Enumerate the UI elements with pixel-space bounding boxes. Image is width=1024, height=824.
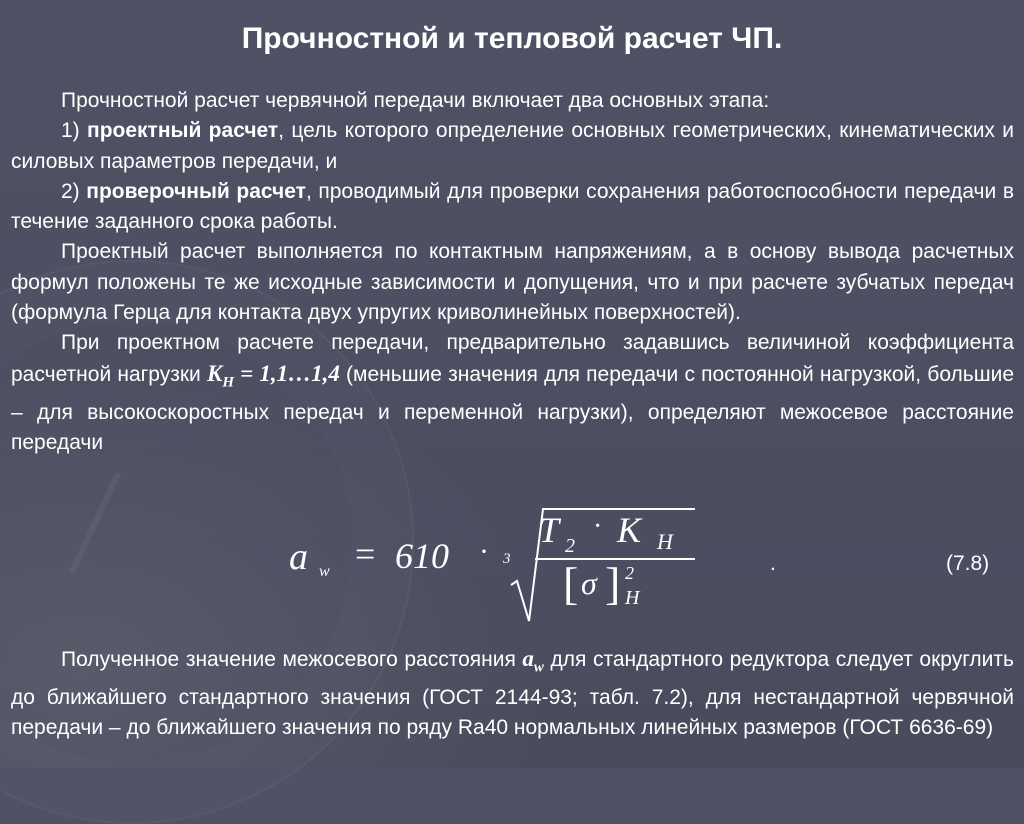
paragraph-3: Проектный расчет выполняется по контактным напряжениям, а в основу вывода расчетных формул положены те же исходные зависимости и допущения, что и при расчете зубчатых передач (формула Герца для контакта двух упругих криволинейных поверхностей). bbox=[11, 240, 1014, 325]
item-1-term: проектный расчет bbox=[87, 119, 279, 143]
paragraph-5 bbox=[11, 644, 1014, 743]
formula-numerator-t: T bbox=[539, 510, 560, 550]
intro-paragraph: Прочностной расчет червячной передачи включает два основных этапа: bbox=[61, 89, 770, 112]
item-1-number: 1) bbox=[61, 119, 80, 143]
paragraph-4-start: При проектном расчете передачи, предварительно задавшись величиной коэффициента расчетной нагрузки bbox=[11, 331, 1014, 386]
formula-denominator-subscript: H bbox=[625, 587, 640, 609]
item-1-paragraph bbox=[11, 116, 1014, 177]
slide-body bbox=[11, 86, 1014, 458]
formula-root-index: 3 bbox=[503, 551, 511, 567]
formula-numerator-k: K bbox=[617, 510, 642, 550]
formula-trailing-period: . bbox=[770, 552, 776, 575]
formula-numerator-k-subscript: H bbox=[657, 529, 673, 554]
formula-7-8 bbox=[285, 505, 705, 625]
formula-lhs: a bbox=[289, 536, 308, 578]
item-2-paragraph bbox=[11, 177, 1014, 238]
k-subscript: H bbox=[222, 374, 235, 391]
formula-right-bracket: ] bbox=[605, 558, 621, 609]
item-2-number: 2) bbox=[61, 179, 80, 203]
formula-denominator-exponent: 2 bbox=[625, 563, 634, 583]
aw-letter: a bbox=[522, 646, 534, 671]
k-value-range: = 1,1…1,4 bbox=[234, 360, 340, 386]
item-1-text: , цель которого определение основных геометрических, кинематических и силовых параметров передачи, и bbox=[11, 119, 1014, 173]
formula-multiply: · bbox=[479, 535, 489, 568]
item-2-term: проверочный расчет bbox=[86, 179, 306, 203]
formula-sigma: σ bbox=[581, 565, 597, 601]
equation-number: (7.8) bbox=[946, 552, 990, 575]
paragraph-4 bbox=[11, 328, 1014, 458]
formula-lhs-subscript: w bbox=[319, 563, 330, 580]
k-symbol: K bbox=[207, 360, 223, 386]
aw-symbol bbox=[522, 646, 544, 676]
formula-left-bracket: [ bbox=[563, 558, 579, 609]
paragraph-4-end: (меньшие значения для передачи с постоянной нагрузкой, большие – для высокоскоростных передач и переменной нагрузки), определяют межосевое расстояние передачи bbox=[11, 362, 1014, 454]
formula-coefficient: 610 bbox=[395, 536, 449, 576]
formula-numerator-multiply: · bbox=[593, 511, 603, 542]
formula-numerator-t-subscript: 2 bbox=[565, 535, 575, 557]
item-2-text: , проводимый для проверки сохранения работоспособности передачи в течение заданного срока работы. bbox=[11, 179, 1014, 234]
radical-sign-icon bbox=[285, 505, 705, 625]
aw-subscript: w bbox=[533, 659, 544, 676]
paragraph-5-start: Полученное значение межосевого расстояния bbox=[61, 648, 516, 671]
conclusion-block bbox=[11, 644, 1014, 743]
load-coefficient-expression bbox=[207, 360, 340, 391]
formula-equals: = bbox=[355, 534, 376, 574]
paragraph-5-end: для стандартного редуктора следует округлить до ближайшего стандартного значения (ГОСТ 2144-93; табл. 7.2), для нестандартной червячной передачи – до ближайшего значения по ряду Ra40 нормальных линейных размеров (ГОСТ 6636-69) bbox=[11, 648, 1014, 740]
slide-title: Прочностной и тепловой расчет ЧП. bbox=[241, 22, 783, 55]
